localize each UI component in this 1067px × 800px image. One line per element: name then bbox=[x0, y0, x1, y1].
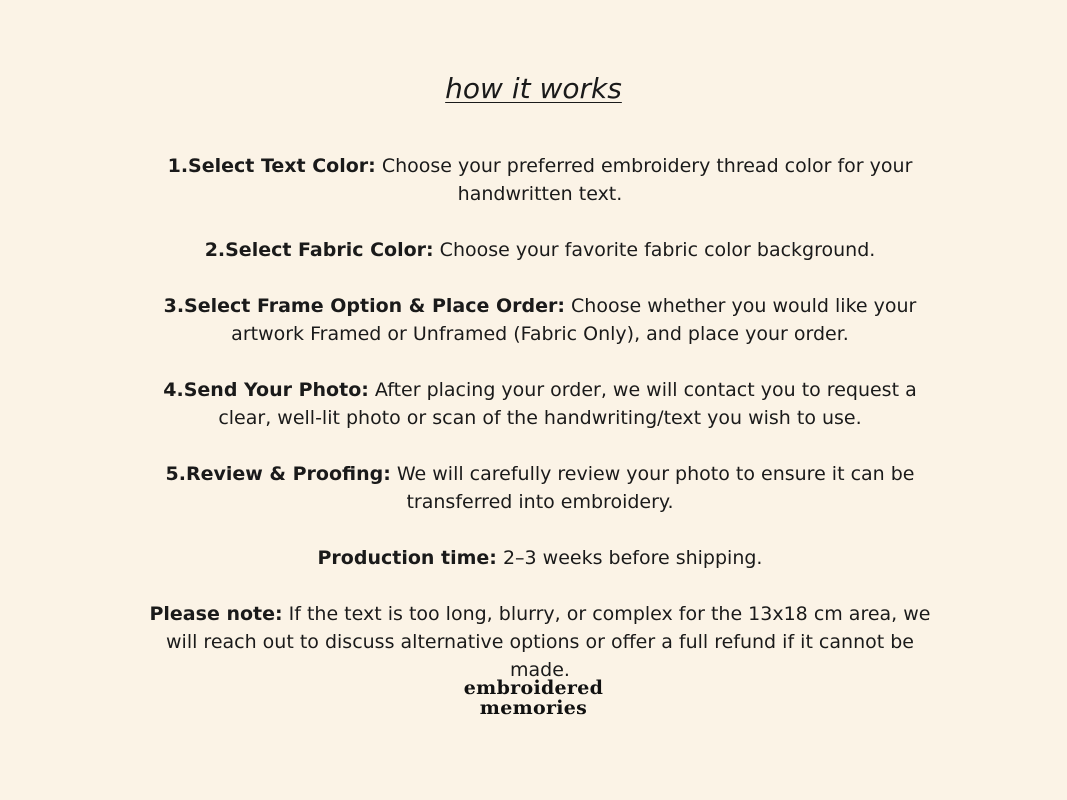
step-1-text: Choose your preferred embroidery thread color for your handwritten text. bbox=[375, 155, 913, 205]
step-3-text: Choose whether you would like your artwork Framed or Unframed (Fabric Only), and place your order. bbox=[231, 295, 917, 345]
production-time-text: 2–3 weeks before shipping. bbox=[496, 547, 763, 569]
step-4-label: 4.Send Your Photo: bbox=[163, 379, 369, 401]
step-1-label: 1.Select Text Color: bbox=[167, 155, 376, 177]
step-3-label: 3.Select Frame Option & Place Order: bbox=[163, 295, 565, 317]
step-5-label: 5.Review & Proofing: bbox=[165, 463, 391, 485]
step-2 bbox=[140, 236, 940, 264]
page-title: how it works bbox=[445, 72, 622, 105]
step-3 bbox=[140, 292, 940, 348]
step-5-text: We will carefully review your photo to ensure it can be transferred into embroidery. bbox=[390, 463, 915, 513]
please-note-label: Please note: bbox=[149, 603, 283, 625]
logo-line-2: memories bbox=[479, 697, 588, 719]
step-4 bbox=[140, 376, 940, 432]
step-2-text: Choose your favorite fabric color background. bbox=[433, 239, 876, 261]
production-time-label: Production time: bbox=[317, 547, 497, 569]
step-5 bbox=[140, 460, 940, 516]
brand-logo bbox=[0, 678, 1067, 718]
step-2-label: 2.Select Fabric Color: bbox=[204, 239, 434, 261]
please-note-text: If the text is too long, blurry, or complex for the 13x18 cm area, we will reach out to discuss alternative options or offer a full refund if it cannot be made. bbox=[166, 603, 931, 681]
please-note bbox=[140, 600, 940, 684]
step-4-text: After placing your order, we will contact you to request a clear, well-lit photo or scan of the handwriting/text you wish to use. bbox=[218, 379, 917, 429]
logo-line-1: embroidered bbox=[463, 677, 604, 699]
step-1 bbox=[140, 152, 940, 208]
steps-list bbox=[140, 152, 940, 712]
production-time bbox=[140, 544, 940, 572]
